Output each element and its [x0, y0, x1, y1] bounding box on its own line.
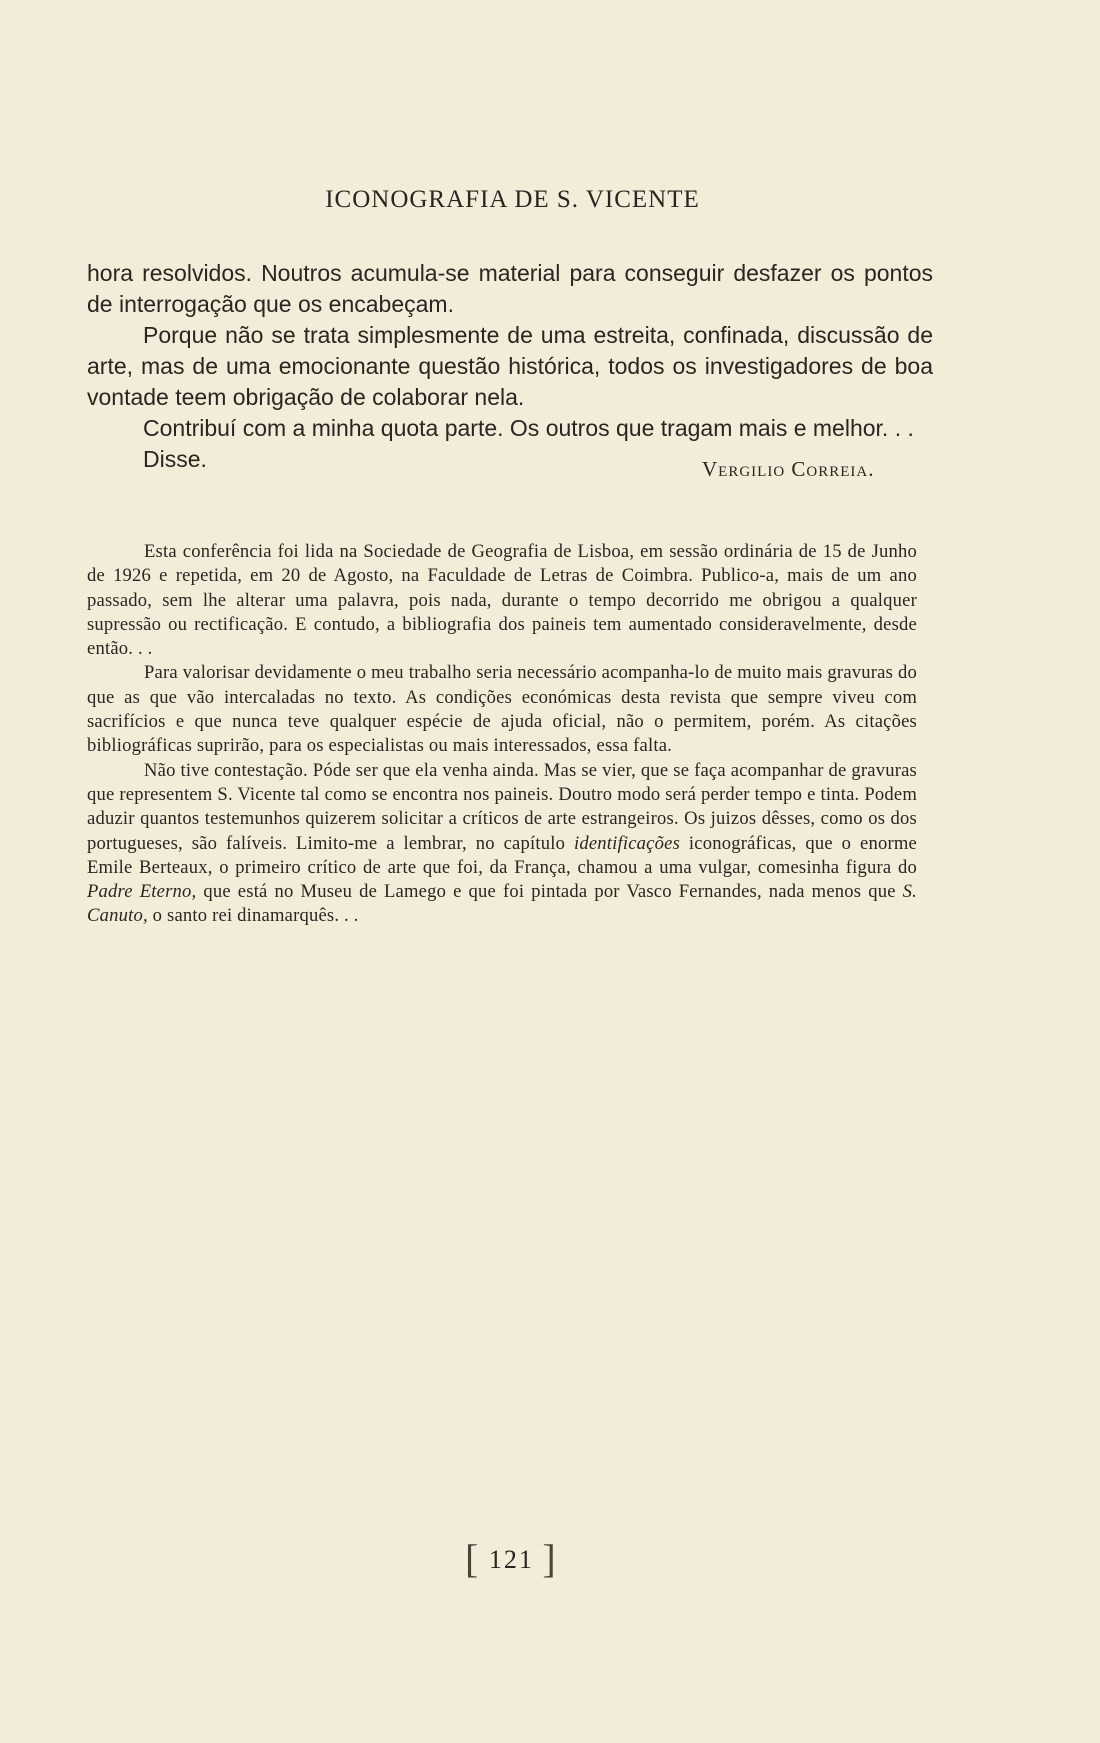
note-italic-term: identificações — [573, 832, 681, 854]
page-number — [465, 1535, 558, 1582]
note-paragraph-1: Esta conferência foi lida na Sociedade de Geografia de Lisboa, em sessão ordinária de 15 de Junho de 1926 e repetida, em 20 de Agosto, na Faculdade de Letras de Coimbra. Publico-a, mais de um ano passado, sem lhe alterar uma palavra, pois nada, durante o tempo decorrido me obrigou a qualquer supressão ou rectificação. E contudo, a bibliografia dos paineis tem aumentado consideravelmente, desde então. . . — [87, 541, 917, 660]
note-text: o santo rei dinamarquês. . . — [147, 905, 359, 927]
note-paragraph-2: Para valorisar devidamente o meu trabalho seria necessário acompanha-lo de muito mais gravuras do que as que vão intercaladas no texto. As condições económicas desta revista que sempre viveu com sacrifícios e que nunca teve qualquer espécie de ajuda oficial, não o permitem, porém. As citações bibliográficas suprirão, para os especialistas ou mais interessados, essa falta. — [87, 662, 917, 757]
note-text: iconográficas, que o enorme Emile Berteaux, o primeiro crítico de arte que foi, da França, chamou a uma vulgar, comesinha figura do — [87, 832, 917, 878]
note-text: Não tive contestação. Póde ser que ela venha ainda. Mas se vier, que se faça acompanhar de gravuras que representem S. Vicente tal como se encontra nos paineis. Doutro modo será perder tempo e tinta. Podem aduzir quantos testemunhos quizerem solicitar a críticos de arte estrangeiros. Os juizos dêsses, como os dos portugueses, são falíveis. Limito-me a lembrar, no capítulo — [87, 759, 917, 854]
main-paragraph-1: hora resolvidos. Noutros acumula-se material para conseguir desfazer os pontos de interrogação que os encabeçam. — [87, 260, 933, 317]
note-italic-term: S. Canuto, — [87, 881, 917, 927]
main-paragraph-2: Porque não se trata simplesmente de uma estreita, confinada, discussão de arte, mas de uma emocionante questão histórica, todos os investigadores de boa vontade teem obrigação de colaborar nela. — [87, 322, 933, 410]
note-paragraph-3 — [87, 759, 917, 929]
main-text — [87, 258, 933, 475]
running-head: ICONOGRAFIA DE S. VICENTE — [325, 186, 700, 213]
folio-bracket-left: [ — [465, 1536, 481, 1581]
author-signature: Vergilio Correia. — [702, 457, 875, 481]
folio-bracket-right: ] — [542, 1536, 558, 1581]
folio-number: 121 — [488, 1545, 534, 1574]
note-text: que está no Museu de Lamego e que foi pintada por Vasco Fernandes, nada menos que — [196, 881, 903, 903]
note-italic-term: Padre Eterno, — [87, 881, 197, 903]
endnote-text — [87, 540, 917, 929]
main-paragraph-3: Contribuí com a minha quota parte. Os outros que tragam mais e melhor. . . — [143, 415, 914, 441]
main-paragraph-4: Disse. — [143, 446, 207, 472]
